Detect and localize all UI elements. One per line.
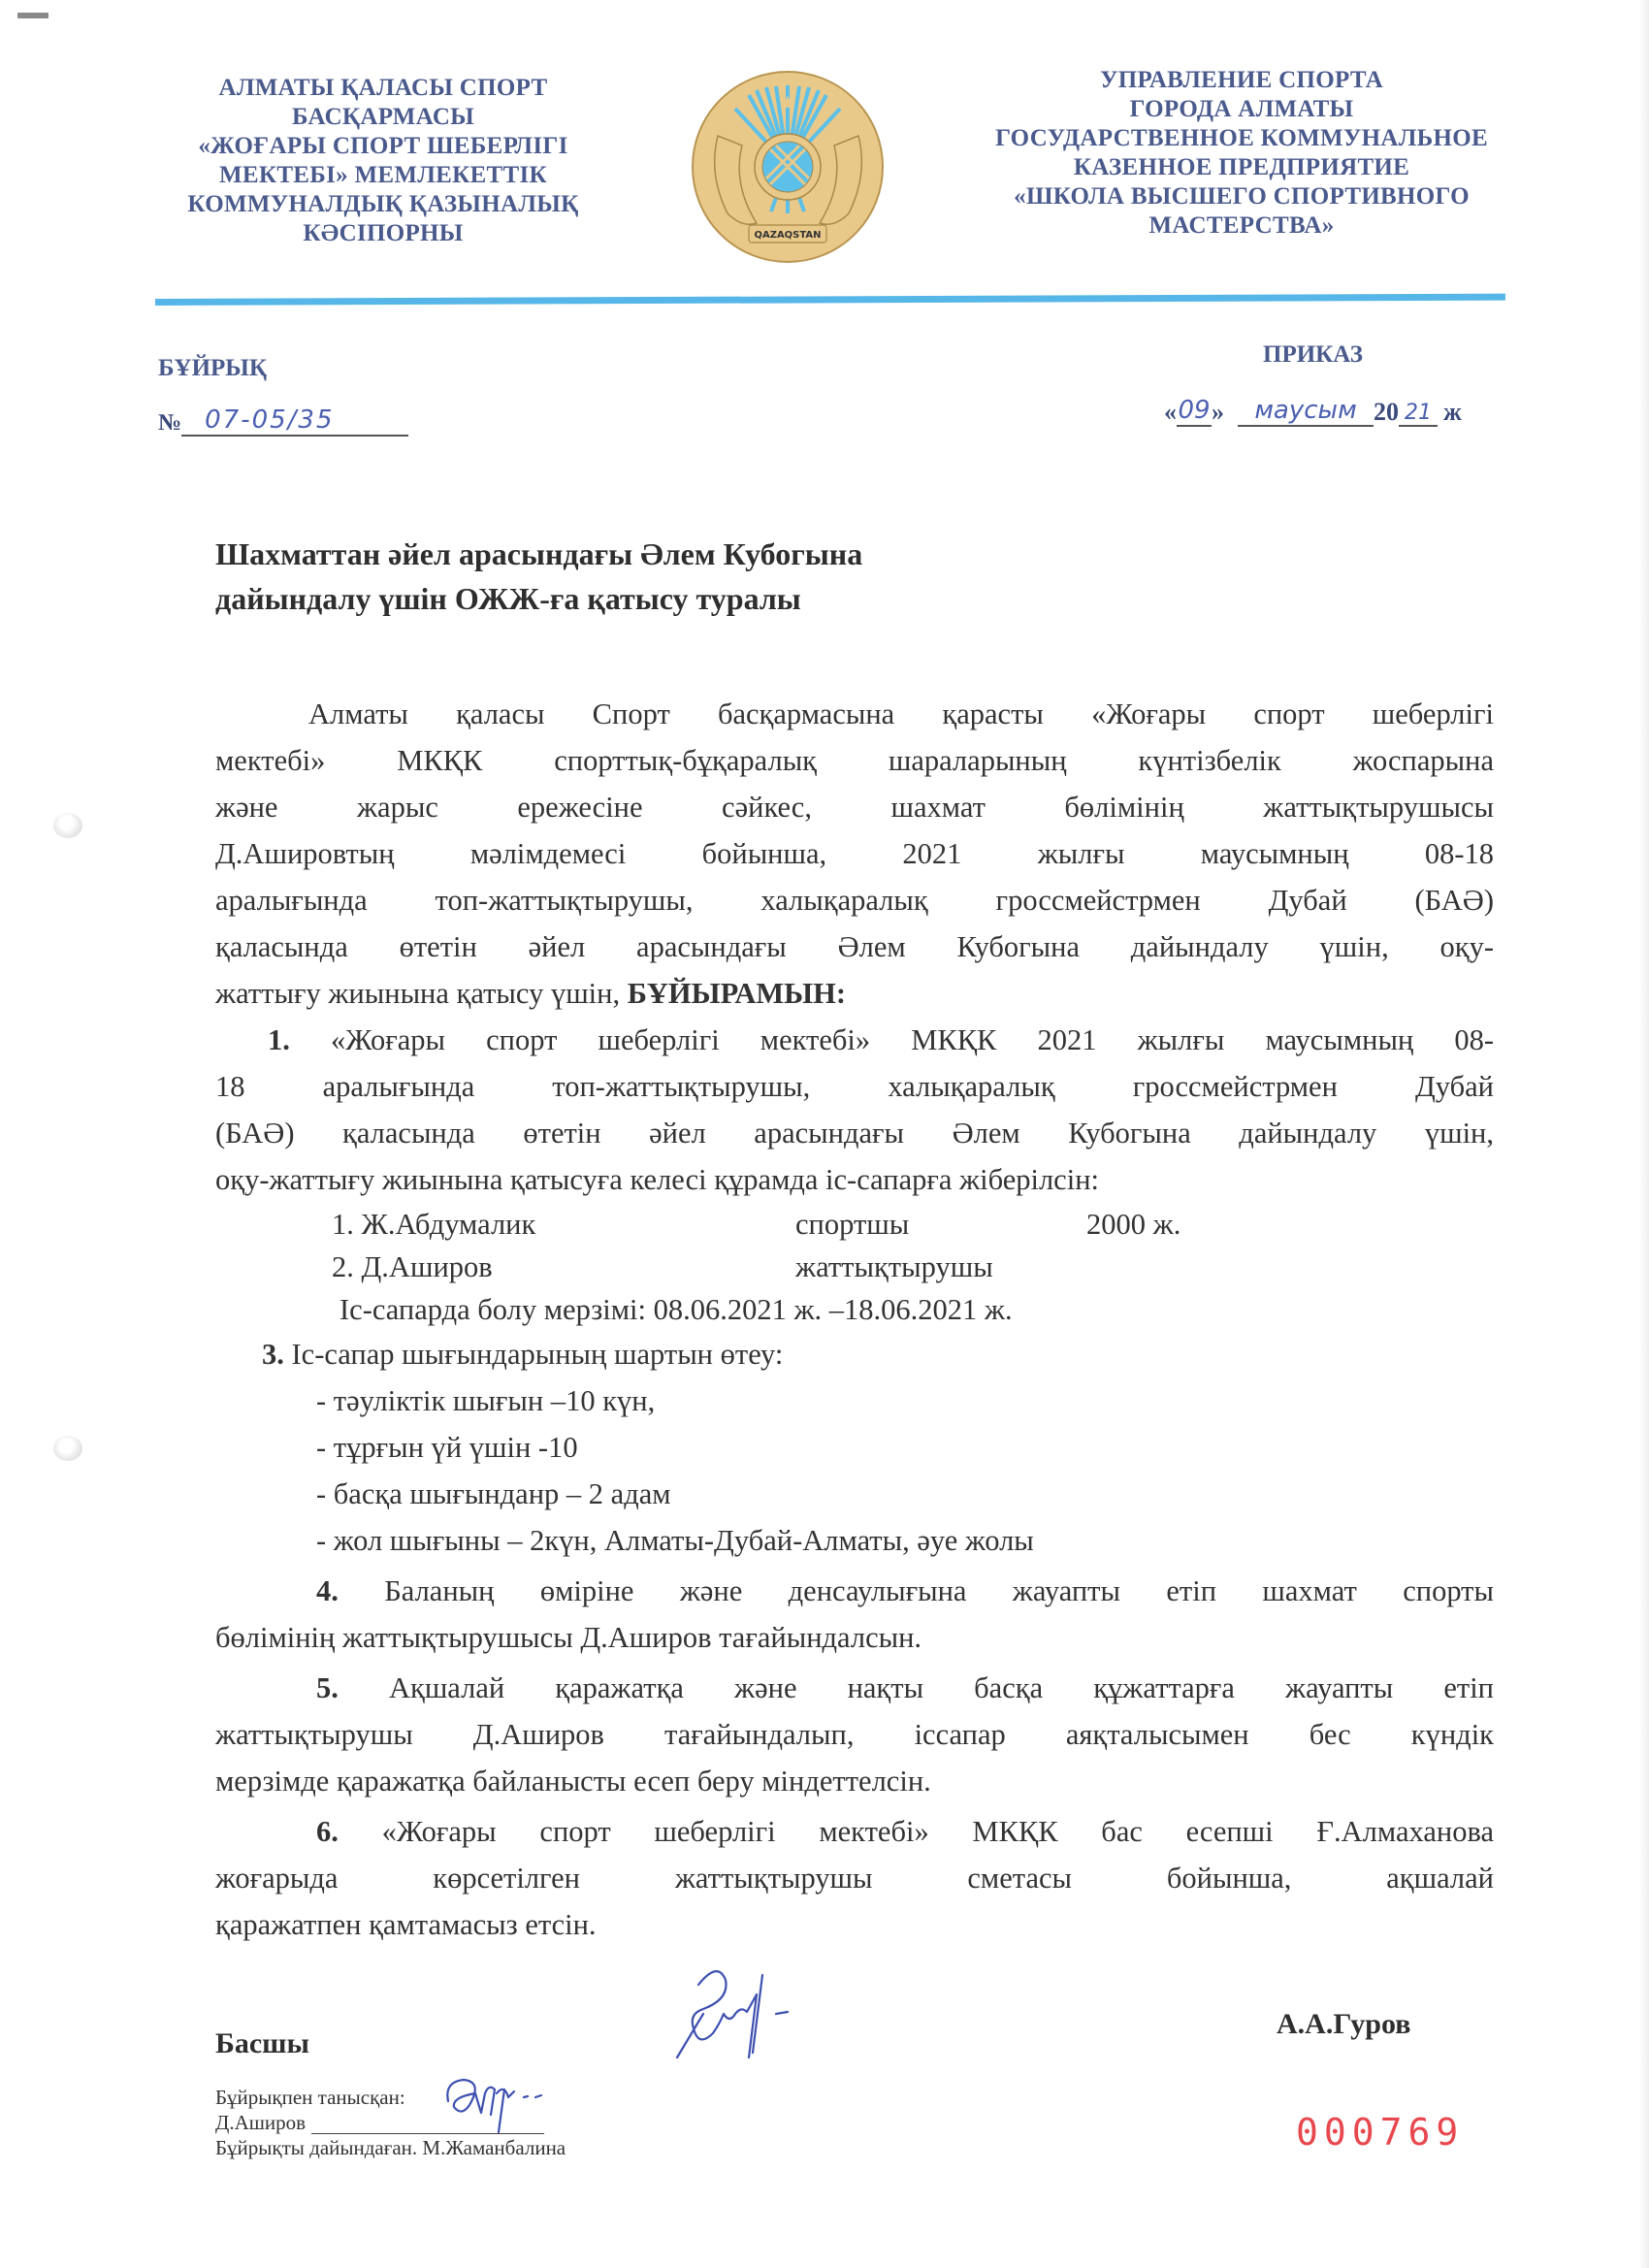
item-number: 3.: [262, 1338, 284, 1371]
item-number: 1.: [268, 1023, 290, 1056]
item-text: қаражатпен қамтамасыз етсін.: [215, 1908, 597, 1941]
date-month: маусым: [1238, 396, 1374, 427]
director-signature: [660, 1956, 834, 2062]
participant-birth-year: 2000 ж.: [1086, 1208, 1181, 1241]
item-number: 5.: [316, 1671, 339, 1704]
letterhead-ru-line: ГОСУДАРСТВЕННОЕ КОММУНАЛЬНОЕ: [995, 125, 1488, 151]
letterhead-kz-line: «ЖОҒАРЫ СПОРТ ШЕБЕРЛІГІ: [198, 133, 568, 159]
page-edge-shadow: [1639, 0, 1649, 2268]
order-item-6: [215, 1808, 1494, 1948]
punch-hole-mark: [53, 813, 82, 838]
item-text: (БАӘ) қаласында өтетін әйел арасындағы Әлем Кубогына дайындалу үшін,: [215, 1117, 1494, 1150]
participant-name: 2. Д.Аширов: [332, 1250, 493, 1283]
order-item-3: [215, 1331, 1494, 1564]
date-close-quote: »: [1212, 398, 1224, 426]
title-line: дайындалу үшін ОЖЖ-ға қатысу туралы: [215, 581, 801, 616]
letterhead-kz-line: КӘСІПОРНЫ: [303, 220, 464, 246]
item-number: 6.: [316, 1815, 339, 1848]
item-text: «Жоғары спорт шеберлігі мектебі» МКҚК 2021 жылғы маусымның 08-: [330, 1023, 1495, 1056]
intro-line: аралығында топ-жаттықтырушы, халықаралық гроссмейстрмен Дубай (БАӘ): [215, 884, 1494, 917]
letterhead-kz-line: КОММУНАЛДЫҚ ҚАЗЫНАЛЫҚ: [187, 191, 579, 217]
order-title: [215, 532, 862, 621]
date-year-suffix: 21: [1399, 401, 1438, 427]
state-emblem-kazakhstan: [689, 68, 888, 267]
trip-term: Іс-сапарда болу мерзімі: 08.06.2021 ж. –18.06.2021 ж.: [340, 1293, 1013, 1326]
letterhead-ru-line: ГОРОДА АЛМАТЫ: [1129, 96, 1354, 122]
participant-role: жаттықтырушы: [795, 1250, 993, 1283]
letterhead-ru-line: «ШКОЛА ВЫСШЕГО СПОРТИВНОГО: [1014, 183, 1470, 210]
order-body: [215, 691, 1494, 1948]
order-kind-russian: ПРИКАЗ: [1263, 341, 1363, 368]
date-year-prefix: 20: [1374, 398, 1399, 426]
intro-line: мектебі» МКҚК спорттық-бұқаралық шараларының күнтізбелік жоспарына: [215, 744, 1494, 777]
signatory-name: А.А.Гуров: [1277, 2008, 1411, 2040]
item-text: жаттықтырушы Д.Аширов тағайындалып, іссапар аяқталысымен бес күндік: [215, 1718, 1494, 1751]
intro-line: қаласында өтетін әйел арасындағы Әлем Кубогына дайындалу үшін, оқу-: [215, 930, 1494, 963]
item-text: оқу-жаттығу жиынына қатысуға келесі құрамда іс-сапарға жіберілсін:: [215, 1163, 1099, 1196]
order-item-1: [215, 1017, 1494, 1203]
expense-bullet: - тәуліктік шығын –10 күн,: [316, 1384, 656, 1417]
acquainted-name: Д.Аширов: [215, 2111, 307, 2134]
intro-line: жаттығу жиынына қатысу үшін,: [215, 977, 621, 1010]
intro-paragraph: [215, 691, 1494, 1017]
order-item-4: [215, 1568, 1494, 1661]
item-text: Ақшалай қаражатқа және нақты басқа құжаттарға жауапты етіп: [388, 1671, 1494, 1704]
letterhead-kz-line: МЕКТЕБІ» МЕМЛЕКЕТТІК: [219, 162, 547, 188]
order-item-5: [215, 1665, 1494, 1804]
participants-list: [215, 1203, 1494, 1331]
emblem-text: QAZAQSTAN: [754, 230, 822, 241]
date-year-suffix-label: ж: [1443, 398, 1462, 426]
letterhead-ru-line: КАЗЕННОЕ ПРЕДПРИЯТИЕ: [1073, 154, 1410, 180]
item-text: бөлімінің жаттықтырушысы Д.Аширов тағайындалсын.: [215, 1621, 922, 1654]
signatory-position: Басшы: [215, 2027, 309, 2059]
letterhead-kz-line: АЛМАТЫ ҚАЛАСЫ СПОРТ: [218, 75, 548, 101]
item-text: жоғарыда көрсетілген жаттықтырушы сметасы бойынша, ақшалай: [215, 1862, 1494, 1895]
letterhead-ru-line: МАСТЕРСТВА»: [1148, 212, 1335, 239]
order-number-value: 07-05/35: [181, 405, 408, 437]
letterhead-divider: [155, 294, 1505, 306]
title-line: Шахматтан әйел арасындағы Әлем Кубогына: [215, 536, 863, 571]
expense-bullet: - тұрғын үй үшін -10: [316, 1431, 578, 1464]
intro-line: және жарыс ережесіне сәйкес, шахмат бөлімінің жаттықтырушысы: [215, 791, 1494, 824]
acquainted-signature: [427, 2055, 592, 2137]
prepared-by: Бұйрықты дайындаған. М.Жаманбалина: [215, 2136, 566, 2159]
intro-line: Алматы қаласы Спорт басқармасына қарасты «Жоғары спорт шеберлігі: [308, 697, 1494, 730]
participant-row: [215, 1246, 1494, 1288]
order-date: [1164, 396, 1462, 427]
letterhead-russian: [955, 66, 1528, 241]
item-text: Іс-сапар шығындарының шартын өтеу:: [291, 1338, 784, 1371]
letterhead-ru-line: УПРАВЛЕНИЕ СПОРТА: [1100, 67, 1383, 93]
expense-bullet: - жол шығыны – 2күн, Алматы-Дубай-Алматы, әуе жолы: [316, 1524, 1034, 1557]
item-text: «Жоғары спорт шеберлігі мектебі» МКҚК бас есепші Ғ.Алмаханова: [381, 1815, 1494, 1848]
punch-hole-mark: [53, 1436, 82, 1461]
item-text: 18 аралығында топ-жаттықтырушы, халықаралық гроссмейстрмен Дубай: [215, 1070, 1494, 1103]
order-kind-kazakh: БҰЙРЫҚ: [158, 355, 267, 381]
item-text: Баланың өміріне және денсаулығына жауапты етіп шахмат спорты: [384, 1574, 1494, 1607]
number-sign: №: [158, 410, 182, 436]
date-open-quote: «: [1164, 398, 1177, 426]
order-number: [158, 405, 408, 437]
intro-line: Д.Ашировтың мәлімдемесі бойынша, 2021 жылғы маусымның 08-18: [215, 837, 1494, 870]
date-day: 09: [1178, 396, 1211, 425]
participant-role: спортшы: [795, 1208, 910, 1241]
letterhead-kazakh: [160, 74, 606, 248]
item-text: мерзімде қаражатқа байланысты есеп беру міндеттелсін.: [215, 1765, 931, 1798]
expense-bullet: - басқа шығынданр – 2 адам: [316, 1477, 671, 1510]
command-word: БҰЙЫРАМЫН:: [627, 977, 846, 1010]
letterhead-kz-line: БАСҚАРМАСЫ: [291, 104, 475, 130]
serial-number: 000769: [1296, 2111, 1465, 2154]
participant-row: [215, 1203, 1494, 1246]
item-number: 4.: [316, 1574, 339, 1607]
acquainted-label: Бұйрықпен танысқан:: [215, 2086, 405, 2109]
participant-name: 1. Ж.Абдумалик: [332, 1208, 536, 1241]
scan-artifact: [17, 13, 48, 18]
